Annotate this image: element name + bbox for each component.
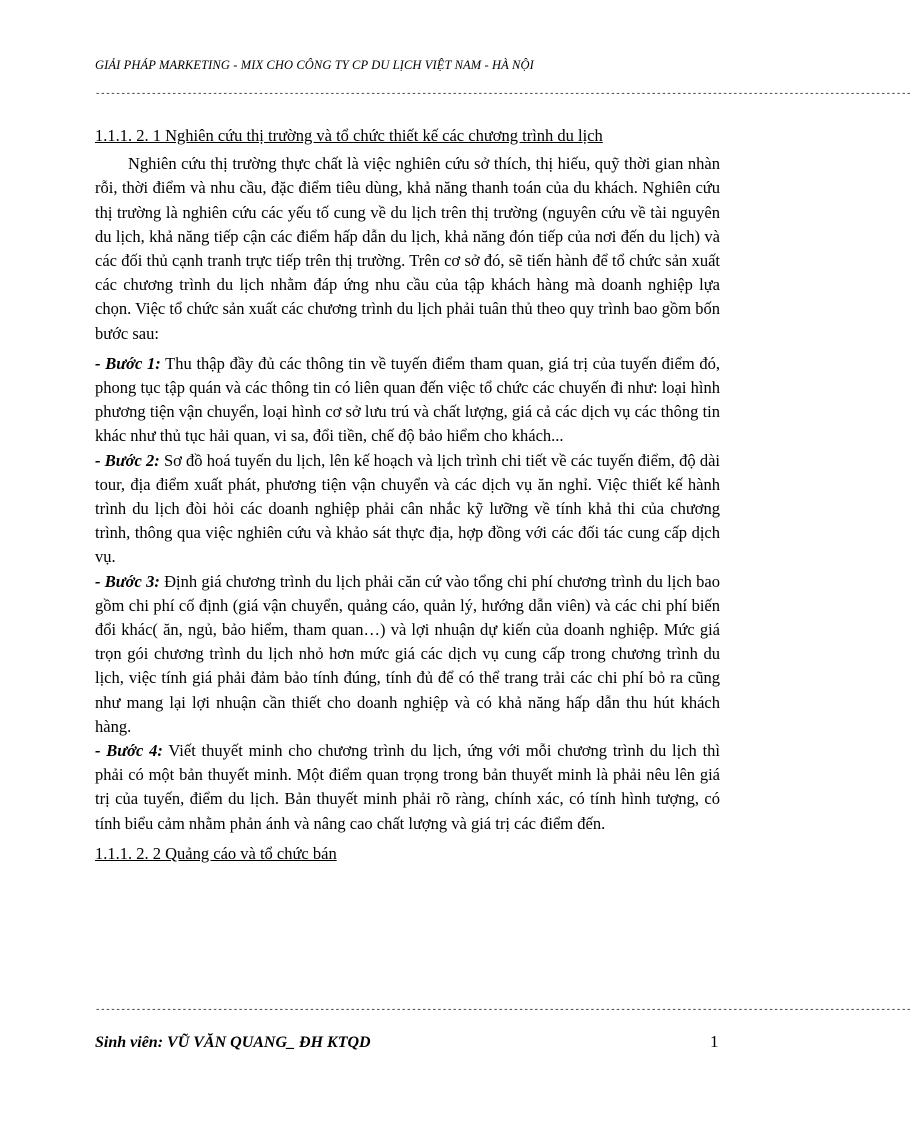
header-divider: ---------------------------------------------------------------------------------------------------------------------------------------------------------------- [95,89,911,99]
step-label: - Bước 1: [95,353,161,373]
step-label: - Bước 3: [95,571,160,591]
section-heading: 1.1.1. 2. 1 Nghiên cứu thị trường và tổ chức thiết kế các chương trình du lịch [95,126,603,145]
footer-author: Sinh viên: VŨ VĂN QUANG_ ĐH KTQD [95,1034,371,1051]
step-paragraph-3 [95,570,720,739]
step-label: - Bước 2: [95,450,160,470]
footer-divider: ---------------------------------------------------------------------------------------------------------------------------------------------------------------- [95,1005,911,1015]
step-text: Sơ đồ hoá tuyến du lịch, lên kế hoạch và lịch trình chi tiết về các tuyến điểm, độ dài tour, địa điểm xuất phát, phương tiện vận chuyển và các dịch vụ ăn nghỉ. Việc thiết kế hành trình du lịch đòi hỏi các doanh nghiệp phải cân nhắc kỹ lưỡng về tính khả thi của chương trình, thông qua việc nghiên cứu và khảo sát thực địa, hợp đồng với các đối tác cung cấp dịch vụ. [95,450,720,567]
step-paragraph-4 [95,739,720,836]
page-number: 1 [710,1032,719,1051]
running-header: GIẢI PHÁP MARKETING - MIX CHO CÔNG TY CP DU LỊCH VIỆT NAM - HÀ NỘI [95,58,534,72]
step-text: Viết thuyết minh cho chương trình du lịch, ứng với mỗi chương trình du lịch thì phải có một bản thuyết minh. Một điểm quan trọng trong bản thuyết minh là phải nêu lên giá trị của tuyến, điểm du lịch. Bản thuyết minh phải rõ ràng, chính xác, có tính hình tượng, có tính biểu cảm nhằm phản ánh và nâng cao chất lượng và giá trị các điểm đến. [95,741,720,833]
step-text: Thu thập đầy đủ các thông tin về tuyến điểm tham quan, giá trị của tuyến điểm đó, phong tục tập quán và các thông tin có liên quan đến việc tổ chức các chuyến đi như: loại hình phương tiện vận chuyển, loại hình cơ sở lưu trú và chất lượng, giá cả các dịch vụ các thông tin khác như thủ tục hải quan, vi sa, đổi tiền, chế độ bảo hiểm cho khách... [95,353,720,446]
intro-paragraph: Nghiên cứu thị trường thực chất là việc nghiên cứu sở thích, thị hiếu, quỹ thời gian nhàn rỗi, thời điểm và nhu cầu, đặc điểm tiêu dùng, khả năng thanh toán của du khách. Nghiên cứu thị trường là nghiên cứu các yếu tố cung về du lịch trên thị trường (nguyên cứu về tài nguyên du lịch, khả năng tiếp cận các điểm hấp dẫn du lịch, khả năng đón tiếp của nơi đến du lịch) và các đối thủ cạnh tranh trực tiếp trên thị trường. Trên cơ sở đó, sẽ tiến hành để tổ chức sản xuất các chương trình du lịch nhằm đáp ứng nhu cầu của tập khách hàng mà doanh nghiệp lựa chọn. Việc tổ chức sản xuất các chương trình du lịch phải tuân thủ theo quy trình bao gồm bốn bước sau: [95,154,720,343]
step-text: Định giá chương trình du lịch phải căn cứ vào tổng chi phí chương trình du lịch bao gồm chi phí cố định (giá vận chuyển, quảng cáo, quản lý, hướng dẫn viên) và các chi phí biến đổi khác( ăn, ngủ, bảo hiểm, tham quan…) và lợi nhuận dự kiến của doanh nghiệp. Mức giá trọn gói chương trình du lịch nhỏ hơn mức giá các dịch vụ cung cấp trong chương trình du lịch, việc tính giá phải đảm bảo tính đúng, tính đủ để có thể trang trải các chi phí bỏ ra cũng như mang lại lợi nhuận cần thiết cho doanh nghiệp và có khả năng hấp dẫn thu hút khách hàng. [95,571,720,736]
section-heading: 1.1.1. 2. 2 Quảng cáo và tổ chức bán [95,843,337,863]
page-body [95,124,720,866]
step-paragraph-1 [95,352,720,449]
step-label: - Bước 4: [95,741,163,761]
step-paragraph-2 [95,449,720,570]
